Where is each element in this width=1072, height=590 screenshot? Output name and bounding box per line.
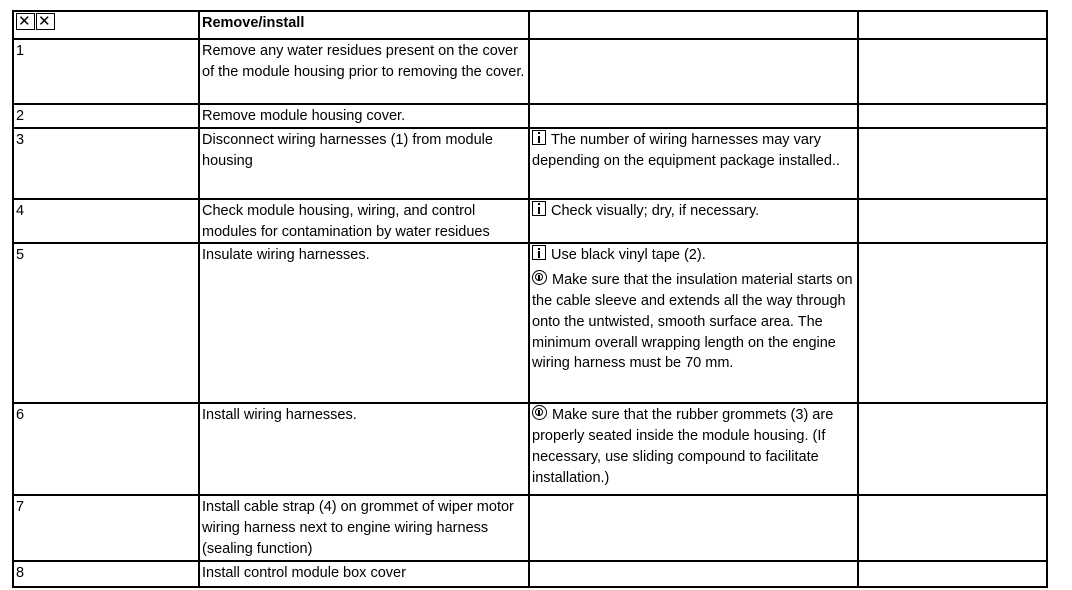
step-number: 7: [13, 495, 199, 561]
step-notes: [529, 104, 858, 128]
note-text: The number of wiring harnesses may vary depending on the equipment package installed..: [532, 131, 840, 169]
header-notes-cell: [529, 11, 858, 39]
step-extra: [858, 128, 1047, 199]
caution-icon: [532, 405, 547, 420]
step-notes: [529, 403, 858, 495]
info-icon: [532, 245, 546, 260]
note-info: [532, 245, 855, 266]
table-row: [13, 495, 1047, 561]
step-extra: [858, 199, 1047, 244]
step-notes: [529, 39, 858, 104]
table-row: [13, 243, 1047, 403]
procedure-table: [12, 10, 1048, 588]
note-caution: [532, 270, 855, 374]
step-action: Remove any water residues present on the cover of the module housing prior to removing the cover.: [199, 39, 529, 104]
step-action: Disconnect wiring harnesses (1) from module housing: [199, 128, 529, 199]
note-text: Check visually; dry, if necessary.: [551, 202, 760, 219]
step-number: 1: [13, 39, 199, 104]
step-number: 5: [13, 243, 199, 403]
info-icon: [532, 201, 546, 216]
note-info: [532, 130, 855, 172]
table-row: [13, 561, 1047, 587]
step-extra: [858, 39, 1047, 104]
caution-icon: [532, 270, 547, 285]
note-text: Use black vinyl tape (2).: [551, 247, 706, 264]
table-row: [13, 39, 1047, 104]
step-number: 3: [13, 128, 199, 199]
step-action: Insulate wiring harnesses.: [199, 243, 529, 403]
table-row: [13, 128, 1047, 199]
header-title: Remove/install: [199, 11, 529, 39]
header-icon-cell: [13, 11, 199, 39]
step-number: 6: [13, 403, 199, 495]
remove-install-icon: [16, 13, 55, 30]
info-icon: [532, 130, 546, 145]
step-action: Check module housing, wiring, and control modules for contamination by water residues: [199, 199, 529, 244]
header-row: [13, 11, 1047, 39]
step-notes: [529, 561, 858, 587]
table-row: [13, 199, 1047, 244]
note-text: Make sure that the rubber grommets (3) are properly seated inside the module housing. (If necessary, use sliding compound to facilitate installation.): [532, 407, 834, 486]
table-row: [13, 403, 1047, 495]
step-number: 4: [13, 199, 199, 244]
step-action: Remove module housing cover.: [199, 104, 529, 128]
step-notes: [529, 243, 858, 403]
step-number: 2: [13, 104, 199, 128]
step-notes: [529, 495, 858, 561]
note-info: [532, 201, 855, 222]
step-action: Install wiring harnesses.: [199, 403, 529, 495]
header-extra-cell: [858, 11, 1047, 39]
table-row: [13, 104, 1047, 128]
step-extra: [858, 561, 1047, 587]
step-notes: [529, 128, 858, 199]
note-text: Make sure that the insulation material starts on the cable sleeve and extends all the way through onto the untwisted, smooth surface area. The minimum overall wrapping length on the engine wiring harness must be 70 mm.: [532, 272, 853, 372]
step-extra: [858, 403, 1047, 495]
step-number: 8: [13, 561, 199, 587]
step-action: Install control module box cover: [199, 561, 529, 587]
step-extra: [858, 104, 1047, 128]
step-notes: [529, 199, 858, 244]
step-extra: [858, 495, 1047, 561]
step-extra: [858, 243, 1047, 403]
step-action: Install cable strap (4) on grommet of wiper motor wiring harness next to engine wiring harness (sealing function): [199, 495, 529, 561]
note-caution: [532, 405, 855, 488]
